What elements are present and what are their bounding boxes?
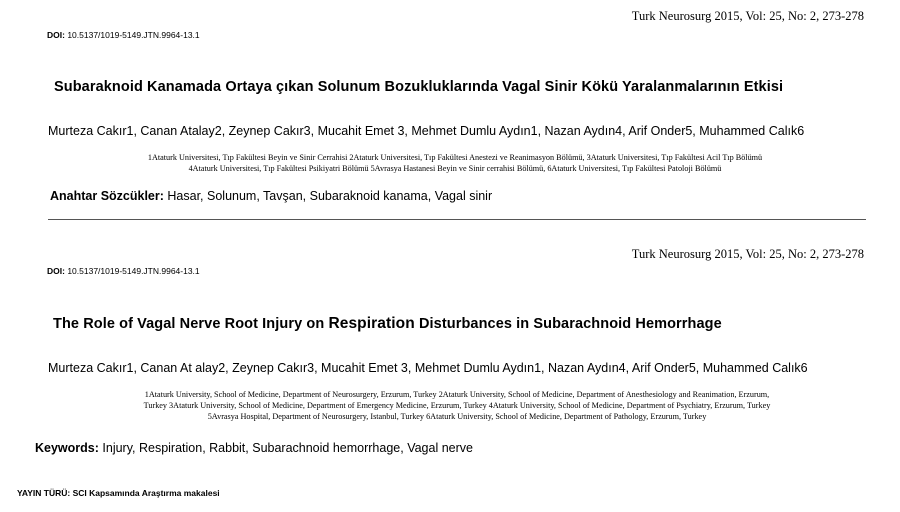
keywords-tr (50, 189, 492, 203)
affiliation-line: Turkey 3Ataturk University, School of Medicine, Department of Emergency Medicine, Erzurum, Turkey 4Ataturk University, School of Medicine, Department of Psychiatry, Erzurum, Turkey (143, 401, 771, 410)
keywords-label: Keywords: (35, 441, 99, 455)
article-title-en (53, 315, 722, 333)
journal-citation: Turk Neurosurg 2015, Vol: 25, No: 2, 273-278 (631, 9, 864, 23)
affiliations-tr (60, 152, 850, 174)
keywords-value: Hasar, Solunum, Tavşan, Subaraknoid kanama, Vagal sinir (167, 189, 493, 203)
journal-citation: Turk Neurosurg 2015, Vol: 25, No: 2, 273-278 (631, 247, 864, 261)
doi-value: 10.5137/1019-5149.JTN.9964-13.1 (67, 30, 200, 40)
doi-line (47, 30, 200, 40)
publication-type: YAYIN TÜRÜ: SCI Kapsamında Araştırma makalesi (17, 488, 220, 498)
title-part: The Role of Vagal Nerve Root Injury on (53, 316, 325, 332)
title-part: Respiration (328, 315, 415, 332)
doi-label: DOI: (47, 30, 65, 40)
affiliations-en (52, 389, 862, 422)
keywords-label: Anahtar Sözcükler: (50, 189, 164, 203)
authors-en: Murteza Cakır1, Canan At alay2, Zeynep Cakır3, Mucahit Emet 3, Mehmet Dumlu Aydın1, Nazan Aydın4, Arif Onder5, Muhammed Calık6 (48, 361, 808, 375)
doi-line (47, 266, 200, 276)
affiliation-line: 4Ataturk Universitesi, Tıp Fakültesi Psikiyatri Bölümü 5Avrasya Hastanesi Beyin ve Sinir cerrahisi Bölümü, 6Ataturk Universitesi, Tıp Fakültesi Patoloji Bölümü (188, 164, 722, 173)
affiliation-line: 1Ataturk Universitesi, Tıp Fakültesi Beyin ve Sinir Cerrahisi 2Ataturk Universitesi, Tıp Fakültesi Anestezi ve Reanimasyon Bölümü, 3Ataturk Universitesi, Tıp Fakültesi Acil Tıp Bölümü (147, 153, 763, 162)
title-part: Disturbances in Subarachnoid Hemorrhage (418, 316, 722, 332)
section-divider (48, 219, 866, 220)
article-title-tr: Subaraknoid Kanamada Ortaya çıkan Solunum Bozukluklarında Vagal Sinir Kökü Yaralanmalarının Etkisi (54, 79, 784, 95)
doi-value: 10.5137/1019-5149.JTN.9964-13.1 (67, 266, 200, 276)
affiliation-line: 1Ataturk University, School of Medicine, Department of Neurosurgery, Erzurum, Turkey 2Ataturk University, School of Medicine, Department of Anesthesiology and Reanimation, Erzurum, (144, 390, 770, 399)
authors-tr: Murteza Cakır1, Canan Atalay2, Zeynep Cakır3, Mucahit Emet 3, Mehmet Dumlu Aydın1, Nazan Aydın4, Arif Onder5, Muhammed Calık6 (48, 124, 805, 138)
keywords-value: Injury, Respiration, Rabbit, Subarachnoid hemorrhage, Vagal nerve (102, 441, 473, 455)
affiliation-line: 5Avrasya Hospital, Department of Neurosurgery, Istanbul, Turkey 6Ataturk University, School of Medicine, Department of Pathology, Erzurum, Turkey (207, 412, 707, 421)
keywords-en (35, 441, 473, 455)
doi-label: DOI: (47, 266, 65, 276)
